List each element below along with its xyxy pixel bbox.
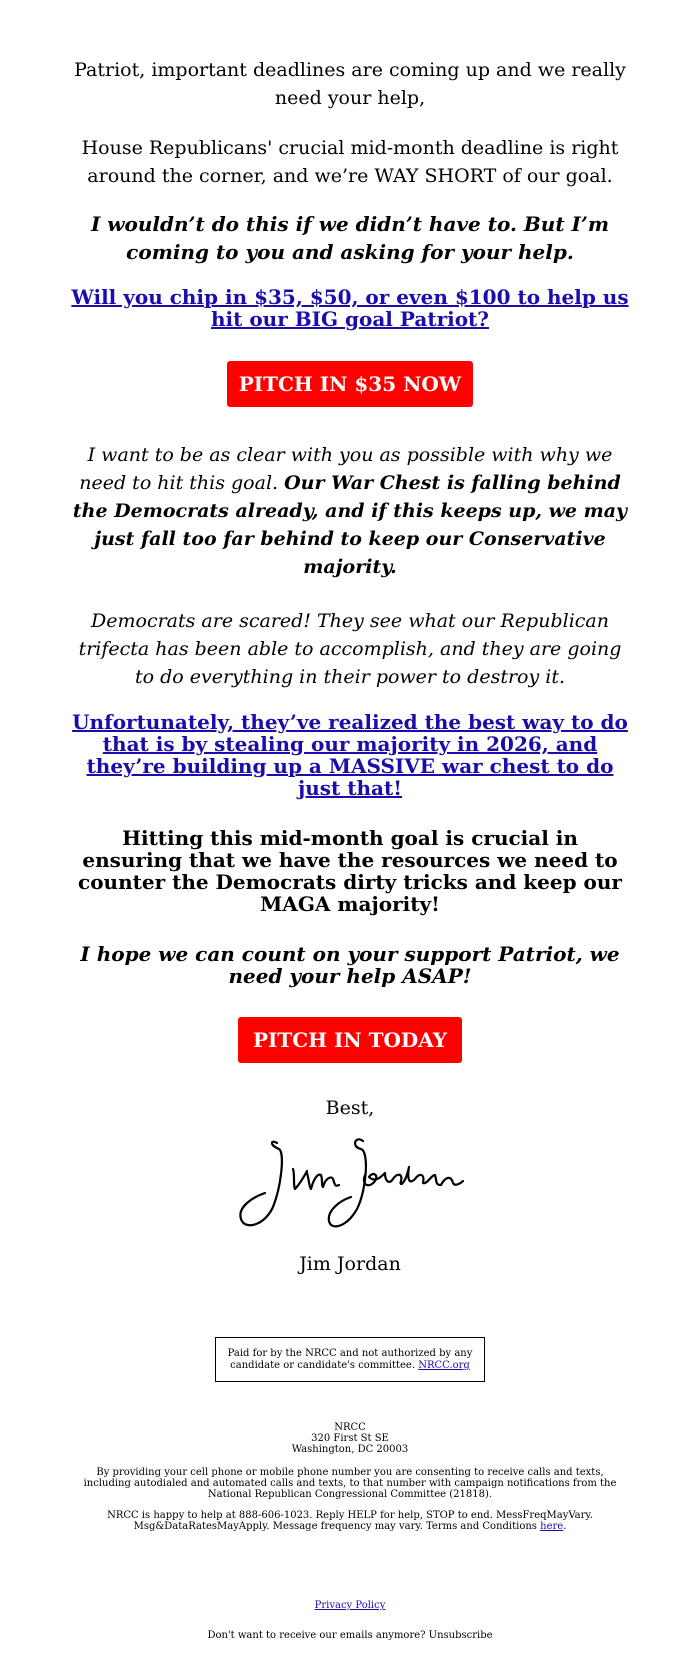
- pitch-in-today-button[interactable]: PITCH IN TODAY: [238, 1017, 462, 1063]
- mailing-address: [70, 1422, 630, 1455]
- signoff: Best,: [325, 1097, 375, 1119]
- privacy-policy-link[interactable]: Privacy Policy: [314, 1600, 386, 1611]
- help-paragraph: NRCC is happy to help at 888-606-1023. Reply HELP for help, STOP to end. MessFreqMayVary. Msg&DataRatesMayApply. Message frequency may vary. Terms and Conditions here.: [107, 1510, 593, 1532]
- signature-image: [235, 1127, 465, 1237]
- address-city: Washington, DC 20003: [291, 1444, 409, 1455]
- support-paragraph: I hope we can count on your support Patriot, we need your help ASAP!: [80, 942, 620, 988]
- clarity-paragraph: [70, 441, 630, 581]
- signer-name: Jim Jordan: [299, 1253, 401, 1275]
- address-org: NRCC: [334, 1422, 366, 1433]
- deadline-paragraph: House Republicans' crucial mid-month deadline is right around the corner, and we’re WAY SHORT of our goal.: [81, 137, 619, 187]
- help-text: NRCC is happy to help at 888-606-1023. Reply HELP for help, STOP to end. MessFreqMayVary. Msg&DataRatesMayApply. Message frequency may vary. Terms and Conditions: [107, 1510, 593, 1532]
- address-street: 320 First St SE: [311, 1433, 389, 1444]
- paid-for-disclaimer: [215, 1337, 485, 1382]
- unsubscribe-text[interactable]: Don't want to receive our emails anymore? Unsubscribe: [207, 1630, 493, 1641]
- email-body: [70, 0, 630, 1642]
- nrcc-org-link[interactable]: NRCC.org: [418, 1360, 470, 1371]
- sms-consent-text: By providing your cell phone or mobile phone number you are consenting to receive calls and texts, including autodialed and automated calls and texts, to that number with campaign notifications from the National Republican Congressional Committee (21818).: [83, 1467, 617, 1500]
- ask-paragraph: I wouldn’t do this if we didn’t have to. But I’m coming to you and asking for your help.: [90, 212, 610, 264]
- paid-for-text: Paid for by the NRCC and not authorized by any candidate or candidate's committee.: [227, 1348, 473, 1371]
- signature-stroke-i: [293, 1169, 307, 1189]
- mid-month-paragraph: Hitting this mid-month goal is crucial in ensuring that we have the resources we need to counter the Democrats dirty tricks and keep our MAGA majority!: [78, 826, 622, 916]
- terms-here-link[interactable]: here: [540, 1521, 564, 1532]
- pitch-in-35-button[interactable]: PITCH IN $35 NOW: [227, 361, 473, 407]
- signature-stroke-j1: [240, 1142, 282, 1226]
- chip-in-link[interactable]: Will you chip in $35, $50, or even $100 to help us hit our BIG goal Patriot?: [71, 285, 629, 331]
- intro-paragraph: Patriot, important deadlines are coming up and we really need your help,: [74, 59, 626, 109]
- majority-link[interactable]: Unfortunately, they’ve realized the best way to do that is by stealing our majority in 2026, and they’re building up a MASSIVE war chest to do just that!: [72, 710, 628, 800]
- clarity-italic: I want to be as clear with you as possible with why we need to hit this goal.: [79, 444, 613, 494]
- signature-stroke-m: [307, 1173, 339, 1189]
- democrats-paragraph: Democrats are scared! They see what our Republican trifecta has been able to accomplish, and they are going to do everything in their power to destroy it.: [78, 610, 622, 688]
- war-chest-text: Our War Chest is falling behind the Democrats already, and if this keeps up, we may just fall too far behind to keep our Conservative majority.: [72, 472, 628, 578]
- signature-stroke-ordan: [364, 1167, 463, 1185]
